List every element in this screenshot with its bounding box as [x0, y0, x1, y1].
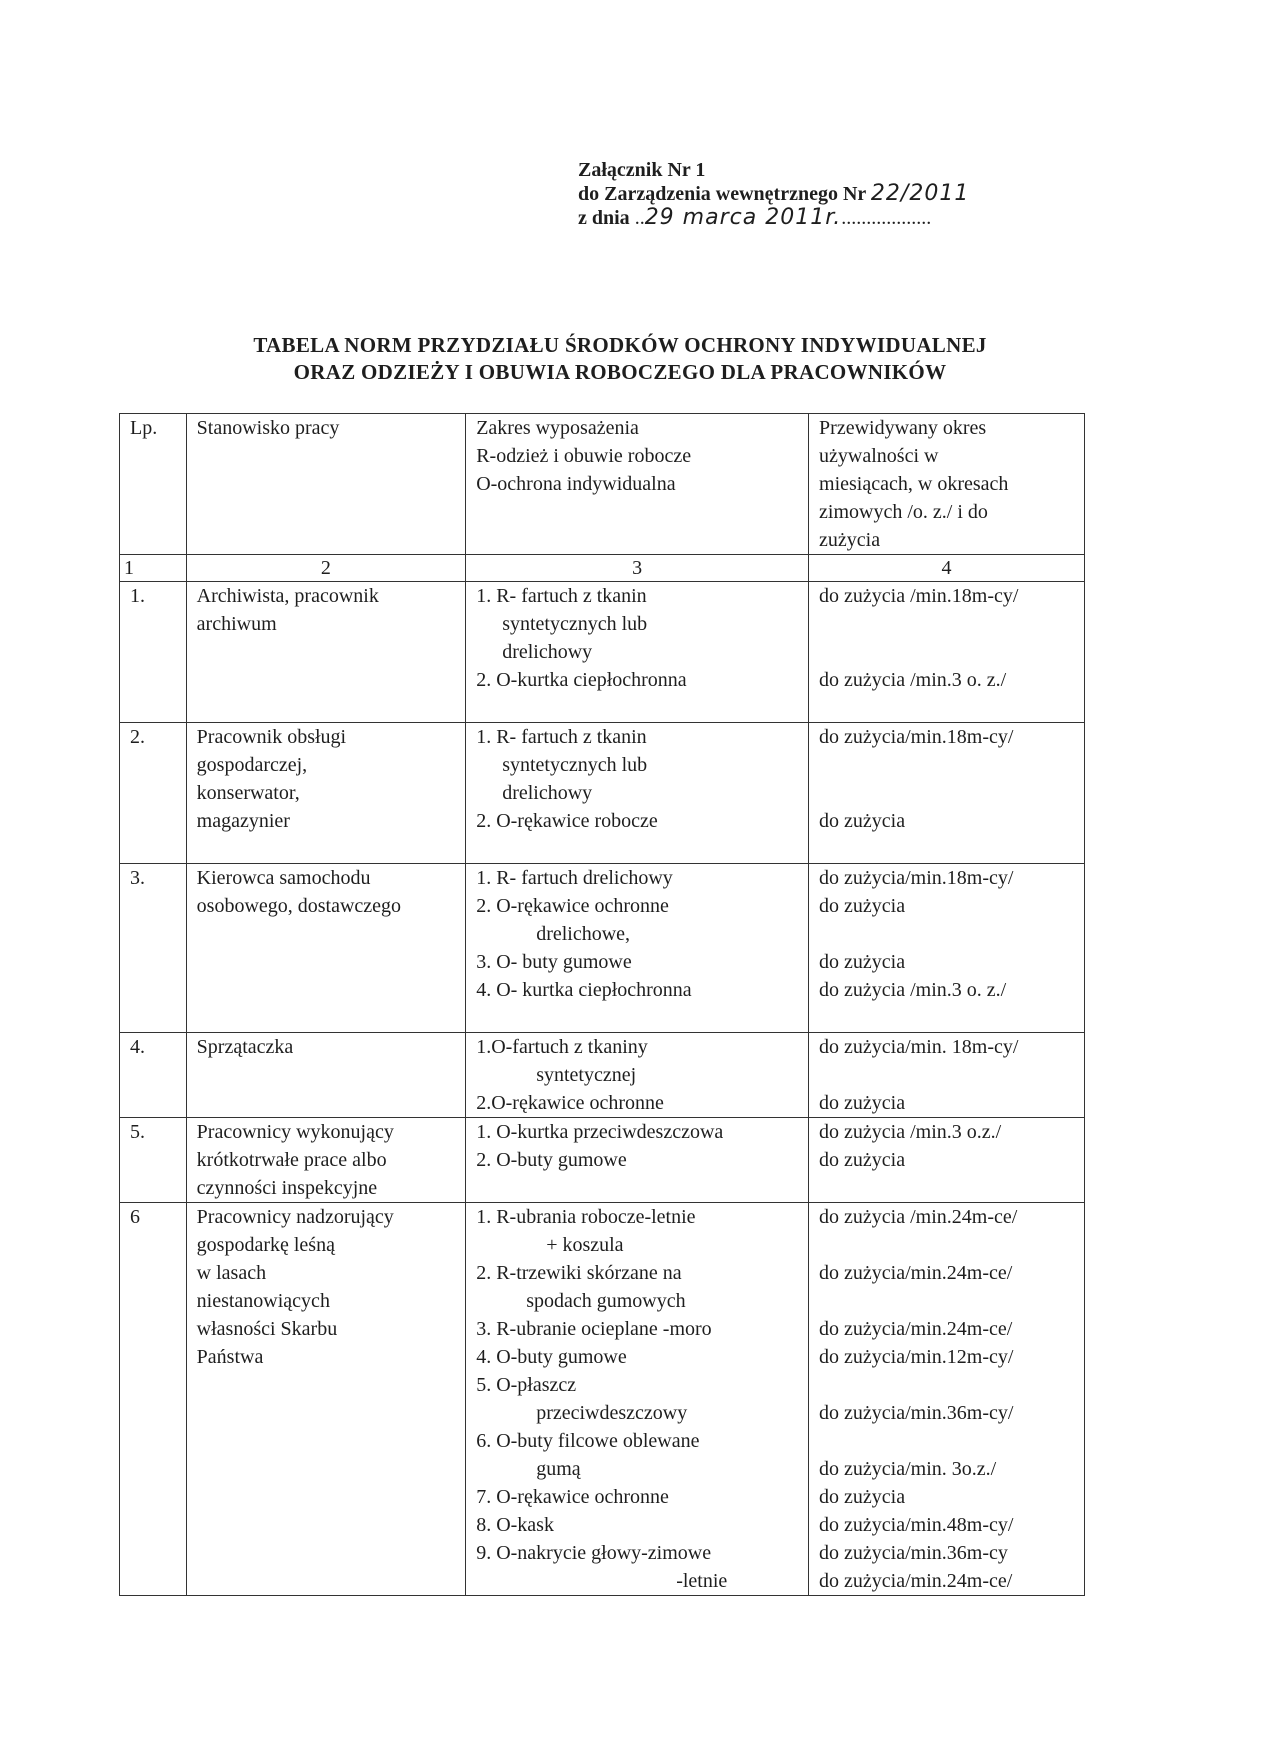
row-periods: do zużycia /min.24m-ce/ do zużycia/min.24m-ce/ do zużycia/min.24m-ce/ do zużycia/min.12m-cy/ do zużycia/min.36m-cy/ do zużycia/min. 3o.z./ do zużycia do zużycia/min.48m-cy/ do zużycia/min.36m-cy do zużycia/min.24m-ce/	[809, 1203, 1085, 1596]
header-period: Przewidywany okres używalności w miesiącach, w okresach zimowych /o. z./ i do zużycia	[809, 414, 1085, 555]
date-line: z dnia ..29 marca 2011r...................	[578, 205, 932, 230]
col-number-4: 4	[809, 555, 1085, 582]
row-position: Kierowca samochodu osobowego, dostawczego	[186, 864, 466, 1033]
row-periods: do zużycia/min.18m-cy/ do zużycia	[809, 723, 1085, 864]
header-position: Stanowisko pracy	[186, 414, 466, 555]
document-title	[100, 332, 1140, 386]
col-number-2: 2	[186, 555, 466, 582]
table-row	[120, 864, 1085, 1033]
table-row	[120, 1203, 1085, 1596]
row-lp: 1.	[120, 582, 187, 723]
row-items: 1. R- fartuch z tkanin syntetycznych lub drelichowy 2. O-rękawice robocze	[466, 723, 809, 864]
row-position: Sprzątaczka	[186, 1033, 466, 1118]
ordinance-line	[578, 182, 969, 206]
header-scope: Zakres wyposażenia R-odzież i obuwie robocze O-ochrona indywidualna	[466, 414, 809, 555]
row-lp: 3.	[120, 864, 187, 1033]
row-position: Pracownik obsługi gospodarczej, konserwator, magazynier	[186, 723, 466, 864]
row-items: 1.O-fartuch z tkaniny syntetycznej 2.O-rękawice ochronne	[466, 1033, 809, 1118]
row-lp: 2.	[120, 723, 187, 864]
col-number-1: 1	[120, 555, 187, 582]
attachment-label: Załącznik Nr 1	[578, 159, 706, 181]
ordinance-date: 29 marca 2011r.	[644, 205, 842, 230]
ordinance-label: do Zarządzenia wewnętrznego Nr	[578, 183, 866, 205]
row-lp: 4.	[120, 1033, 187, 1118]
ordinance-number: 22/2011	[870, 181, 970, 206]
row-periods: do zużycia/min.18m-cy/ do zużycia do zużycia do zużycia /min.3 o. z./	[809, 864, 1085, 1033]
row-position: Pracownicy wykonujący krótkotrwałe prace albo czynności inspekcyjne	[186, 1118, 466, 1203]
row-position: Pracownicy nadzorujący gospodarkę leśną w lasach niestanowiących własności Skarbu Państwa	[186, 1203, 466, 1596]
title-line-2: ORAZ ODZIEŻY I OBUWIA ROBOCZEGO DLA PRACOWNIKÓW	[293, 360, 947, 384]
title-line-1: TABELA NORM PRZYDZIAŁU ŚRODKÓW OCHRONY INDYWIDUALNEJ	[253, 333, 987, 357]
row-position: Archiwista, pracownik archiwum	[186, 582, 466, 723]
row-periods: do zużycia/min. 18m-cy/ do zużycia	[809, 1033, 1085, 1118]
table-row	[120, 1033, 1085, 1118]
header-row	[120, 414, 1085, 555]
row-periods: do zużycia /min.18m-cy/ do zużycia /min.3 o. z./	[809, 582, 1085, 723]
row-items: 1. O-kurtka przeciwdeszczowa 2. O-buty gumowe	[466, 1118, 809, 1203]
row-lp: 5.	[120, 1118, 187, 1203]
row-items: 1. R-ubrania robocze-letnie + koszula 2. R-trzewiki skórzane na spodach gumowych 3. R-ubranie ocieplane -moro 4. O-buty gumowe 5. O-płaszcz przeciwdeszczowy 6. O-buty filcowe oblewane gumą 7. O-rękawice ochronne 8. O-kask 9. O-nakrycie głowy-zimowe -letnie	[466, 1203, 809, 1596]
attachment-header	[578, 158, 969, 230]
row-items: 1. R- fartuch drelichowy 2. O-rękawice ochronne drelichowe, 3. O- buty gumowe 4. O- kurtka ciepłochronna	[466, 864, 809, 1033]
col-number-3: 3	[466, 555, 809, 582]
table-row	[120, 723, 1085, 864]
table-row	[120, 582, 1085, 723]
row-periods: do zużycia /min.3 o.z./ do zużycia	[809, 1118, 1085, 1203]
row-lp: 6	[120, 1203, 187, 1596]
norms-table	[119, 413, 1085, 1596]
table-row	[120, 1118, 1085, 1203]
date-label: z dnia	[578, 207, 630, 229]
header-lp: Lp.	[120, 414, 187, 555]
row-items: 1. R- fartuch z tkanin syntetycznych lub drelichowy 2. O-kurtka ciepłochronna	[466, 582, 809, 723]
column-number-row	[120, 555, 1085, 582]
